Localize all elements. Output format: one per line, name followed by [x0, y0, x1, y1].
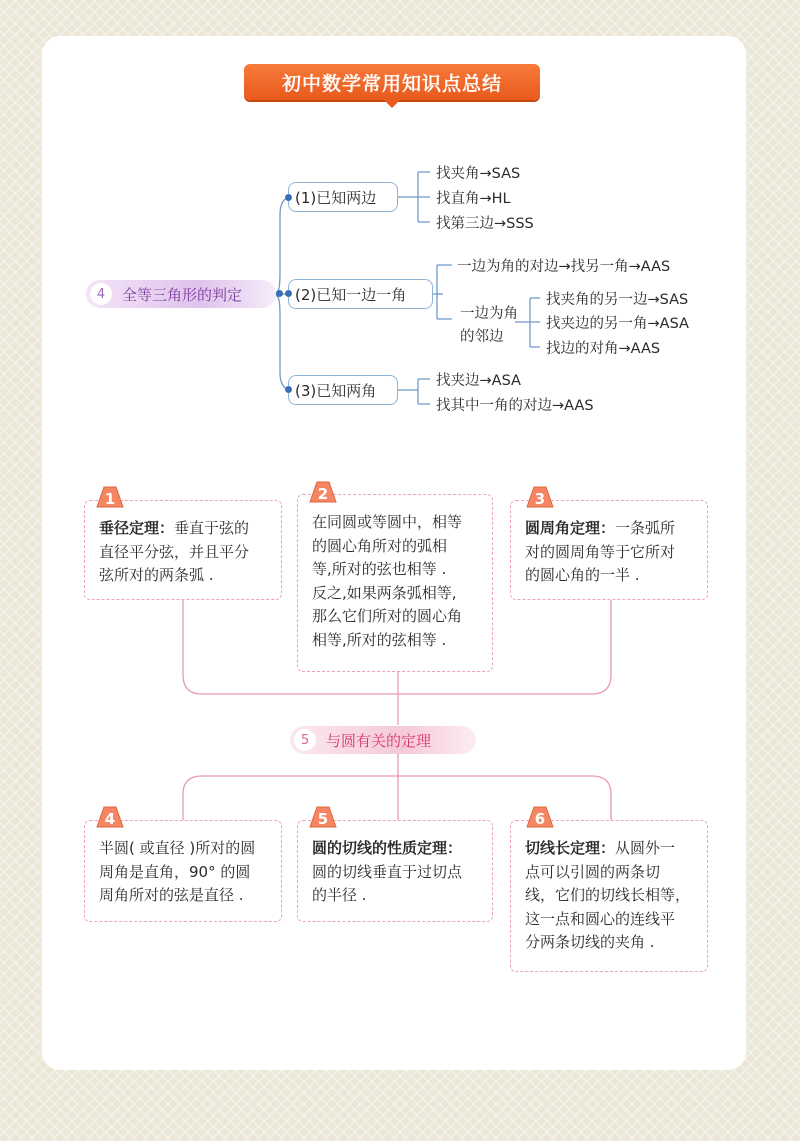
theorem-line: 相等,所对的弦相等 . — [312, 630, 447, 649]
theorem-line: 对的圆周角等于它所对 — [525, 542, 676, 561]
leaf-item: 一边为角的对边→找另一角→AAS — [457, 259, 671, 275]
theorem-line: 垂直于弦的 — [174, 519, 250, 537]
theorem-line: 的圆心角的一半 . — [525, 566, 640, 584]
theorem-line: 从圆外一 — [615, 839, 676, 857]
theorem-line: 分两条切线的夹角 . — [525, 933, 655, 951]
theorem-title: 圆的切线的性质定理： — [312, 839, 463, 857]
theorem-badge-1: 1 — [96, 485, 124, 509]
theorem-line: 周角是直角，90° 的圆 — [99, 862, 251, 881]
leaf-item: 找夹边的另一角→ASA — [546, 316, 689, 332]
theorem-line: 弦所对的两条弧 . — [99, 566, 214, 584]
theorem-line: 反之,如果两条弧相等, — [312, 583, 457, 602]
theorem-box-4 — [84, 820, 282, 922]
theorem-title: 切线长定理： — [525, 839, 616, 857]
page-title: 初中数学常用知识点总结 — [244, 64, 540, 100]
theorem-box-5 — [297, 820, 493, 922]
theorem-badge-2: 2 — [309, 480, 337, 504]
leaf-item: 找夹角→SAS — [436, 166, 521, 182]
branch-known-two-sides: (1)已知两边 — [288, 182, 398, 212]
branch-dot — [285, 386, 292, 393]
theorem-line: 的半径 . — [312, 886, 367, 904]
theorem-box-3 — [510, 500, 708, 600]
branch-dot — [285, 290, 292, 297]
theorem-badge-3: 3 — [526, 485, 554, 509]
theorem-line: 那么它们所对的圆心角 — [312, 607, 463, 625]
branch-dot — [276, 290, 283, 297]
section-5-number: 5 — [294, 729, 316, 751]
leaf-item: 找第三边→SSS — [436, 216, 534, 232]
section-5-label: 与圆有关的定理 — [326, 731, 432, 750]
theorem-badge-4: 4 — [96, 805, 124, 829]
theorem-box-1 — [84, 500, 282, 600]
theorem-line: 线，它们的切线长相等， — [525, 886, 691, 904]
branch-known-side-angle: (2)已知一边一角 — [288, 279, 433, 309]
theorem-line: 点可以引圆的两条切 — [525, 862, 661, 881]
theorem-line: 直径平分弦，并且平分 — [99, 542, 250, 561]
theorem-line: 在同圆或等圆中，相等 — [312, 513, 463, 531]
leaf-item: 找边的对角→AAS — [546, 341, 661, 357]
theorem-line: 周角所对的弦是直径 . — [99, 886, 244, 904]
leaf-item: 找夹边→ASA — [436, 373, 521, 389]
theorem-line: 半圆( 或直径 )所对的圆 — [99, 839, 256, 857]
theorem-badge-6: 6 — [526, 805, 554, 829]
theorem-line: 一条弧所 — [615, 519, 676, 537]
theorem-line: 等,所对的弦也相等 . — [312, 560, 447, 578]
theorem-title: 圆周角定理： — [525, 519, 616, 537]
theorem-badge-5: 5 — [309, 805, 337, 829]
branch-known-two-angles: (3)已知两角 — [288, 375, 398, 405]
section-5-pill — [290, 726, 476, 754]
branch-dot — [285, 194, 292, 201]
section-4-number: 4 — [90, 283, 112, 305]
theorem-line: 的圆心角所对的弧相 — [312, 536, 448, 555]
theorem-line: 圆的切线垂直于过切点 — [312, 862, 463, 881]
section-4-label: 全等三角形的判定 — [122, 285, 243, 304]
theorem-box-6 — [510, 820, 708, 972]
theorem-line: 这一点和圆心的连线平 — [525, 909, 676, 928]
theorem-box-2 — [297, 494, 493, 672]
leaf-item: 找直角→HL — [436, 191, 511, 207]
sub-branch-label: 的邻边 — [460, 329, 504, 345]
leaf-item: 找夹角的另一边→SAS — [546, 292, 689, 308]
leaf-item: 找其中一角的对边→AAS — [436, 398, 594, 414]
theorem-title: 垂径定理： — [99, 519, 175, 537]
section-4-pill — [86, 280, 276, 308]
sub-branch-label: 一边为角 — [460, 306, 518, 322]
